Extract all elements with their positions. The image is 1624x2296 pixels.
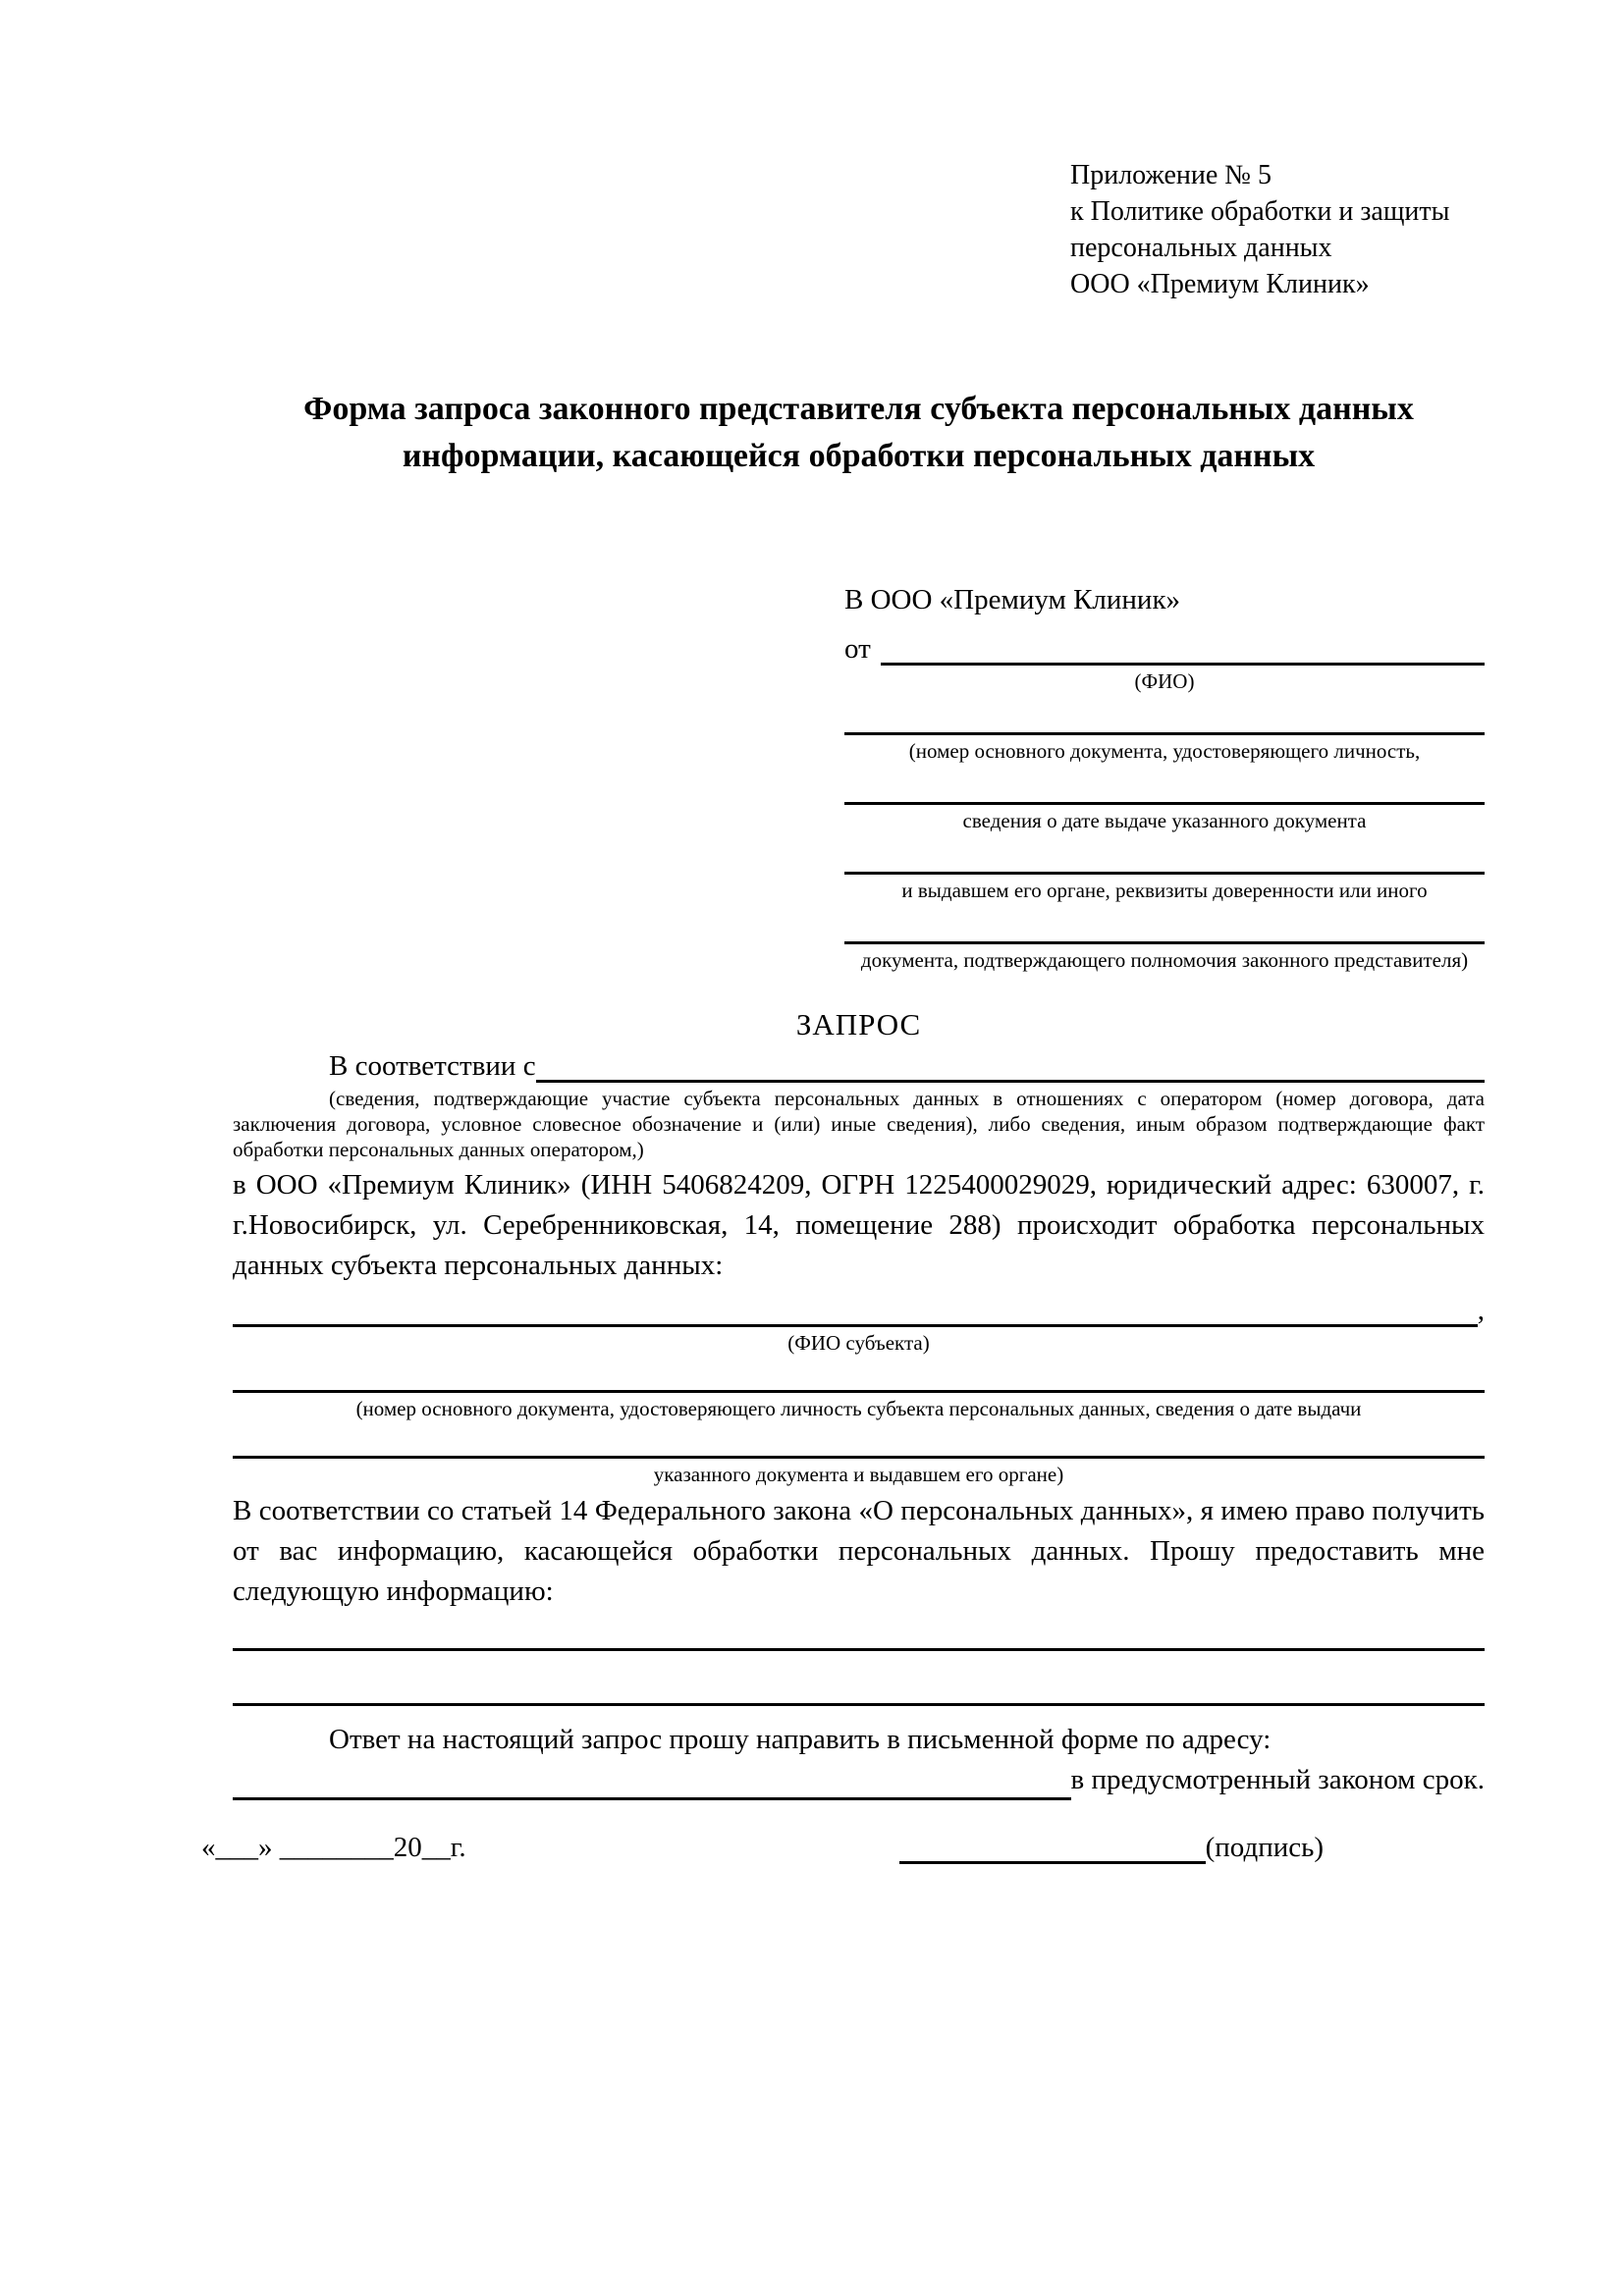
doc-caption: сведения о дате выдаче указанного документа [962,809,1367,832]
fio-caption: (ФИО) [1134,669,1195,693]
subject-doc-blank[interactable] [233,1421,1485,1459]
document-title-line2: информации, касающейся обработки персональных данных [402,438,1316,474]
date-blank-line[interactable]: «___» ________20__г. [201,1832,466,1863]
subject-doc-caption: (номер основного документа, удостоверяющего личность субъекта персональных данных, сведения о дате выдачи [355,1397,1362,1420]
request-heading: ЗАПРОС [795,1007,922,1041]
addressee-block [844,584,1485,973]
requested-info-blank[interactable] [233,1651,1485,1706]
subject-comma: , [1477,1295,1485,1326]
subject-fio-row [233,1295,1485,1327]
requested-info-blank[interactable] [233,1612,1485,1651]
representative-doc-blank[interactable] [844,833,1485,875]
addressee-organization: В ООО «Премиум Клиник» [844,584,1181,615]
doc-caption: (номер основного документа, удостоверяющего личность, [908,739,1421,763]
intro-row [233,1050,1485,1083]
law-paragraph: В соответствии со статьей 14 Федерального закона «О персональных данных», я имею право получить от вас информацию, касающейся обработки персональных данных. Прошу предоставить мне следующую информацию: [233,1495,1485,1607]
subject-doc-caption: указанного документа и выдавшем его органе) [653,1463,1064,1486]
reply-tail: в предусмотренный законом срок. [1070,1764,1485,1795]
request-body [233,1050,1485,1800]
appendix-line: Приложение № 5 [1070,160,1272,190]
document-title-line1: Форма запроса законного представителя субъекта персональных данных [303,391,1414,427]
from-row [844,633,1485,666]
subject-fio-blank[interactable] [233,1324,1478,1327]
signature-blank[interactable] [899,1854,1206,1864]
relation-info-blank[interactable] [536,1080,1485,1083]
signature-group [899,1832,1324,1864]
reply-intro: Ответ на настоящий запрос прошу направить в письменной форме по адресу: [329,1724,1272,1755]
doc-caption: и выдавшем его органе, реквизиты доверенности или иного [901,879,1428,902]
reply-address-blank[interactable] [233,1797,1071,1800]
appendix-line: ООО «Премиум Клиник» [1070,269,1370,299]
doc-caption: документа, подтверждающего полномочия законного представителя) [860,948,1469,972]
appendix-block [1070,157,1449,302]
document-title [233,386,1485,480]
intro-label: В соответствии с [329,1050,536,1082]
operator-paragraph: в ООО «Премиум Клиник» (ИНН 5406824209, ОГРН 1225400029029, юридический адрес: 630007, г. г.Новосибирск, ул. Серебренниковская, 14, помещение 288) происходит обработка персональных данных субъекта персональных данных: [233,1169,1485,1281]
reply-address-row [233,1760,1485,1800]
appendix-line: персональных данных [1070,233,1332,263]
intro-caption: (сведения, подтверждающие участие субъекта персональных данных в отношениях с оператором (номер договора, дата заключения договора, условное словесное обозначение и (или) иные сведения), либо сведения, иным образом подтверждающие факт обработки персональных данных оператором,) [233,1087,1485,1161]
subject-doc-blank[interactable] [233,1356,1485,1393]
signature-caption: (подпись) [1205,1832,1324,1863]
footer [201,1832,1324,1864]
representative-doc-blank[interactable] [844,764,1485,805]
from-label: от [844,633,871,665]
appendix-line: к Политике обработки и защиты [1070,196,1450,227]
representative-doc-blank[interactable] [844,694,1485,735]
from-name-blank[interactable] [881,663,1485,666]
subject-fio-caption: (ФИО субъекта) [787,1331,930,1355]
representative-doc-blank[interactable] [844,903,1485,944]
